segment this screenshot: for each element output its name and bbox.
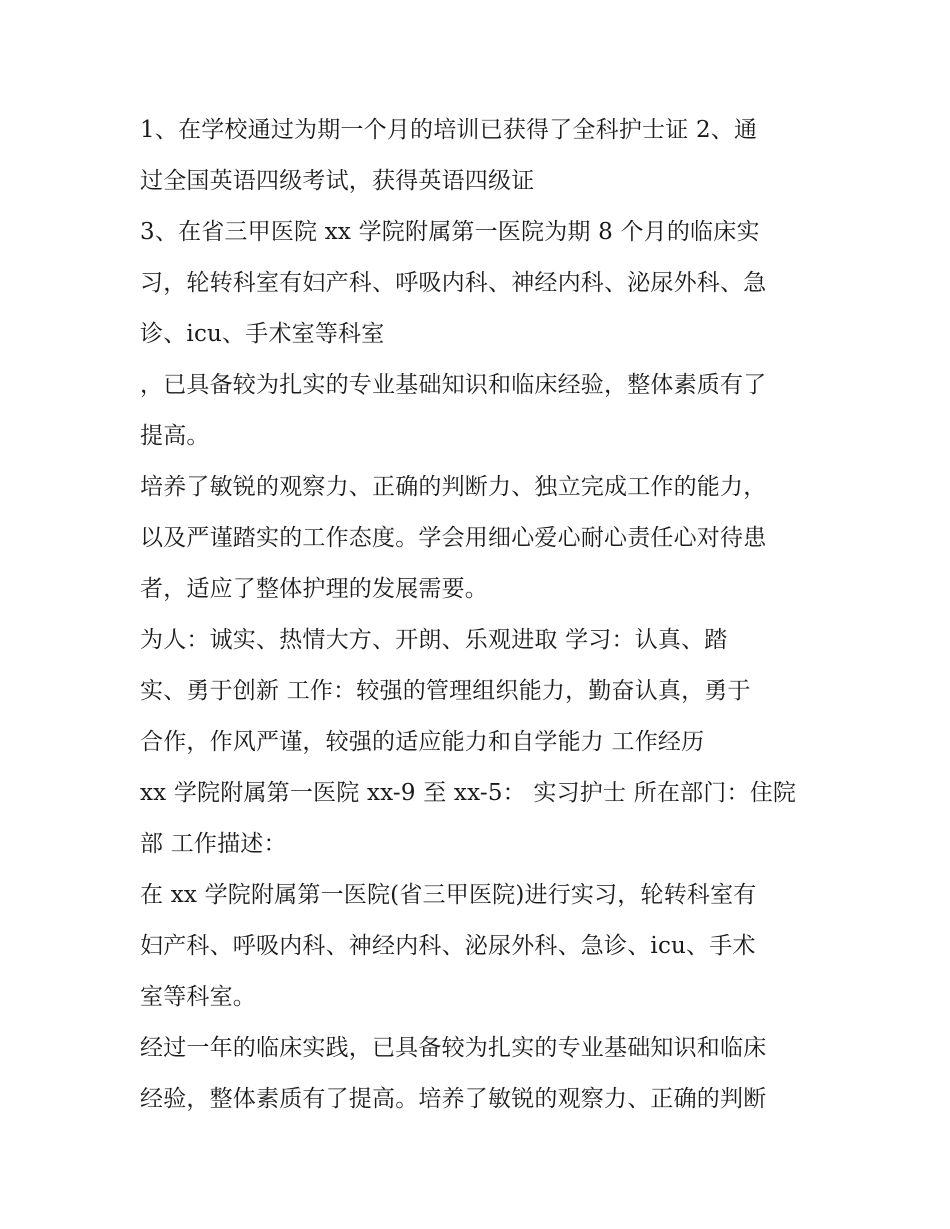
text-line: 实、勇于创新 工作：较强的管理组织能力，勤奋认真，勇于 — [140, 678, 751, 704]
text-line: 1、在学校通过为期一个月的培训已获得了全科护士证 2、通 — [140, 117, 758, 143]
text-line: 以及严谨踏实的工作态度。学会用细心爱心耐心责任心对待患 — [140, 525, 767, 551]
text-line: xx 学院附属第一医院 xx-9 至 xx-5： 实习护士 所在部门：住院 — [140, 780, 797, 806]
text-line: 3、在省三甲医院 xx 学院附属第一医院为期 8 个月的临床实 — [140, 219, 760, 245]
text-line: 者，适应了整体护理的发展需要。 — [140, 576, 488, 602]
text-line: 过全国英语四级考试，获得英语四级证 — [140, 168, 535, 194]
text-line: 部 工作描述： — [140, 831, 287, 857]
text-line: 培养了敏锐的观察力、正确的判断力、独立完成工作的能力， — [140, 474, 767, 500]
text-line: 合作，作风严谨，较强的适应能力和自学能力 工作经历 — [140, 729, 705, 755]
text-line: 为人：诚实、热情大方、开朗、乐观进取 学习：认真、踏 — [140, 627, 728, 653]
document-body — [140, 105, 830, 1125]
text-line: 习，轮转科室有妇产科、呼吸内科、神经内科、泌尿外科、急 — [140, 270, 767, 296]
text-line: ，已具备较为扎实的专业基础知识和临床经验，整体素质有了 — [140, 372, 767, 398]
text-line: 经验，整体素质有了提高。培养了敏锐的观察力、正确的判断 — [140, 1086, 767, 1112]
text-line: 经过一年的临床实践，已具备较为扎实的专业基础知识和临床 — [140, 1035, 767, 1061]
text-line: 室等科室。 — [140, 984, 256, 1010]
text-line: 诊、icu、手术室等科室 — [140, 321, 385, 347]
text-line: 在 xx 学院附属第一医院(省三甲医院)进行实习，轮转科室有 — [140, 882, 757, 908]
text-line: 提高。 — [140, 423, 210, 449]
text-line: 妇产科、呼吸内科、神经内科、泌尿外科、急诊、icu、手术 — [140, 933, 756, 959]
